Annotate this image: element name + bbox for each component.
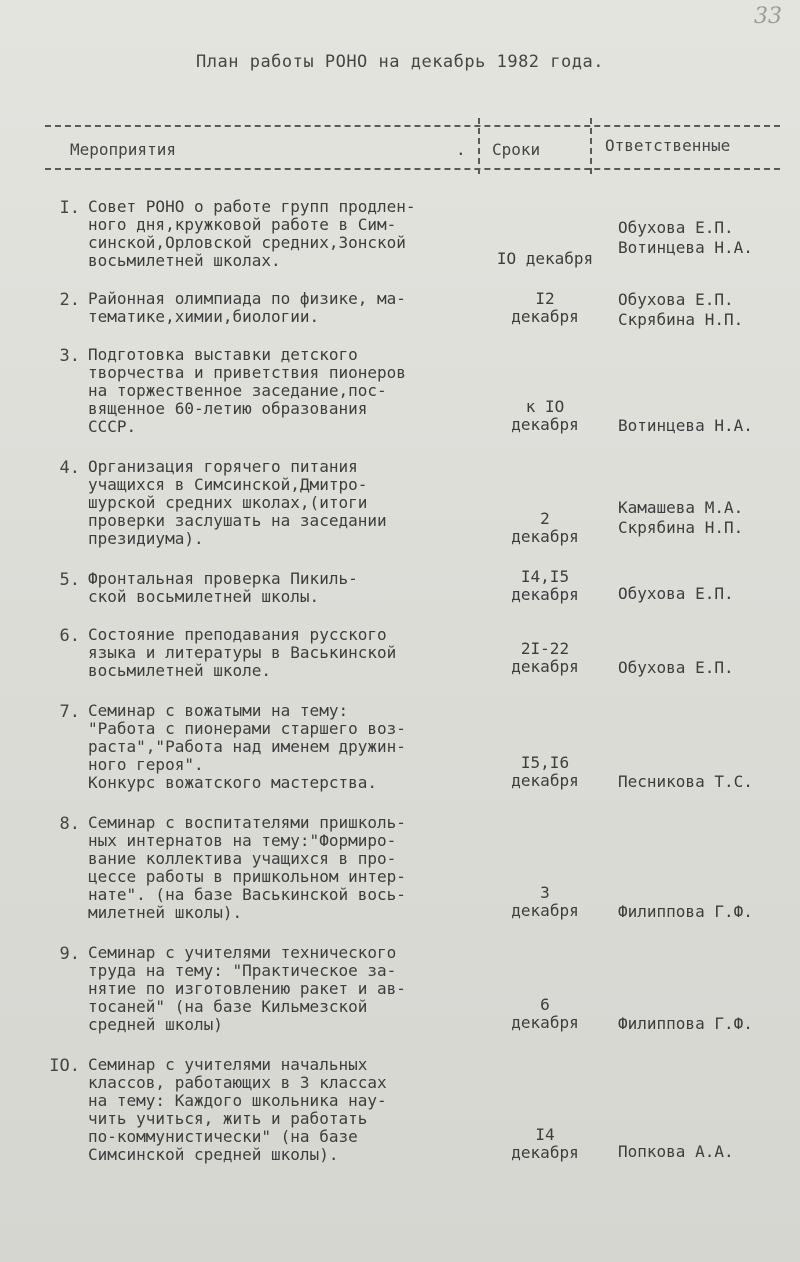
item-responsible: Обухова Е.П. Скрябина Н.П. bbox=[618, 290, 744, 329]
item-deadline: I2 декабря bbox=[511, 289, 579, 326]
item-responsible: Обухова Е.П. Вотинцева Н.А. bbox=[618, 218, 753, 257]
item-event: Семинар с учителями технического труда на тему: "Практическое за- нятие по изготовлению ракет и ав- тосаней" (на базе Кильмезской средней школы) bbox=[88, 943, 406, 1034]
table-header-bottom-rule bbox=[45, 168, 780, 170]
item-deadline: IO декабря bbox=[496, 249, 594, 268]
header-responsible: Ответственные bbox=[605, 136, 731, 155]
item-number: 3. bbox=[59, 346, 80, 366]
table-top-rule bbox=[45, 125, 780, 127]
item-responsible: Филиппова Г.Ф. bbox=[618, 902, 753, 921]
item-event: Семинар с учителями начальных классов, работающих в 3 классах на тему: Каждого школьника нау- чить учиться, жить и работать по-коммунистически" (на базе Симсинской средней школы). bbox=[88, 1055, 387, 1164]
item-number: 5. bbox=[59, 570, 80, 590]
column-divider bbox=[478, 118, 480, 174]
item-event: Семинар с воспитателями пришколь- ных интернатов на тему:"Формиро- вание коллектива учащихся в про- цессе работы в пришкольном интер- нате". (на базе Васькинской вось- милетней школы). bbox=[88, 813, 406, 922]
item-deadline: 2 декабря bbox=[511, 509, 579, 546]
item-event: Фронтальная проверка Пикиль- ской восьмилетней школы. bbox=[88, 569, 358, 606]
item-responsible: Камашева М.А. Скрябина Н.П. bbox=[618, 498, 744, 537]
item-event: Районная олимпиада по физике, ма- тематике,химии,биологии. bbox=[88, 289, 406, 326]
item-event: Семинар с вожатыми на тему: "Работа с пионерами старшего воз- раста","Работа над именем дружин- ного героя". Конкурс вожатского мастерства. bbox=[88, 701, 406, 792]
item-deadline: I4,I5 декабря bbox=[511, 567, 579, 604]
item-number: IO. bbox=[49, 1056, 80, 1076]
document-title: План работы РОНО на декабрь 1982 года. bbox=[196, 52, 604, 72]
item-responsible: Песникова Т.С. bbox=[618, 772, 753, 791]
item-responsible: Обухова Е.П. bbox=[618, 658, 734, 677]
item-responsible: Попкова А.А. bbox=[618, 1142, 734, 1161]
item-event: Организация горячего питания учащихся в Симсинской,Дмитро- шурской средних школах,(итоги проверки заслушать на заседании президиума). bbox=[88, 457, 387, 548]
item-deadline: I4 декабря bbox=[511, 1125, 579, 1162]
item-responsible: Обухова Е.П. bbox=[618, 584, 734, 603]
item-event: Совет РОНО о работе групп продлен- ного дня,кружковой работе в Сим- синской,Орловской средних,Зонской восьмилетней школах. bbox=[88, 197, 416, 270]
header-events: Мероприятия bbox=[70, 140, 176, 159]
item-responsible: Филиппова Г.Ф. bbox=[618, 1014, 753, 1033]
item-deadline: 3 декабря bbox=[511, 883, 579, 920]
item-number: I. bbox=[59, 198, 80, 218]
item-number: 6. bbox=[59, 626, 80, 646]
item-deadline: к IO декабря bbox=[511, 397, 579, 434]
item-deadline: 2I-22 декабря bbox=[511, 639, 579, 676]
item-number: 4. bbox=[59, 458, 80, 478]
item-number: 9. bbox=[59, 944, 80, 964]
item-responsible: Вотинцева Н.А. bbox=[618, 416, 753, 435]
header-dot: . bbox=[456, 140, 466, 159]
item-number: 2. bbox=[59, 290, 80, 310]
item-event: Состояние преподавания русского языка и литературы в Васькинской восьмилетней школе. bbox=[88, 625, 397, 680]
item-event: Подготовка выставки детского творчества и приветствия пионеров на торжественное заседание,пос- вященное 60-летию образования СССР. bbox=[88, 345, 406, 436]
item-deadline: 6 декабря bbox=[511, 995, 579, 1032]
item-deadline: I5,I6 декабря bbox=[511, 753, 579, 790]
page-number: 33 bbox=[754, 4, 782, 29]
header-deadlines: Сроки bbox=[492, 140, 541, 159]
column-divider bbox=[590, 118, 592, 174]
item-number: 8. bbox=[59, 814, 80, 834]
item-number: 7. bbox=[59, 702, 80, 722]
